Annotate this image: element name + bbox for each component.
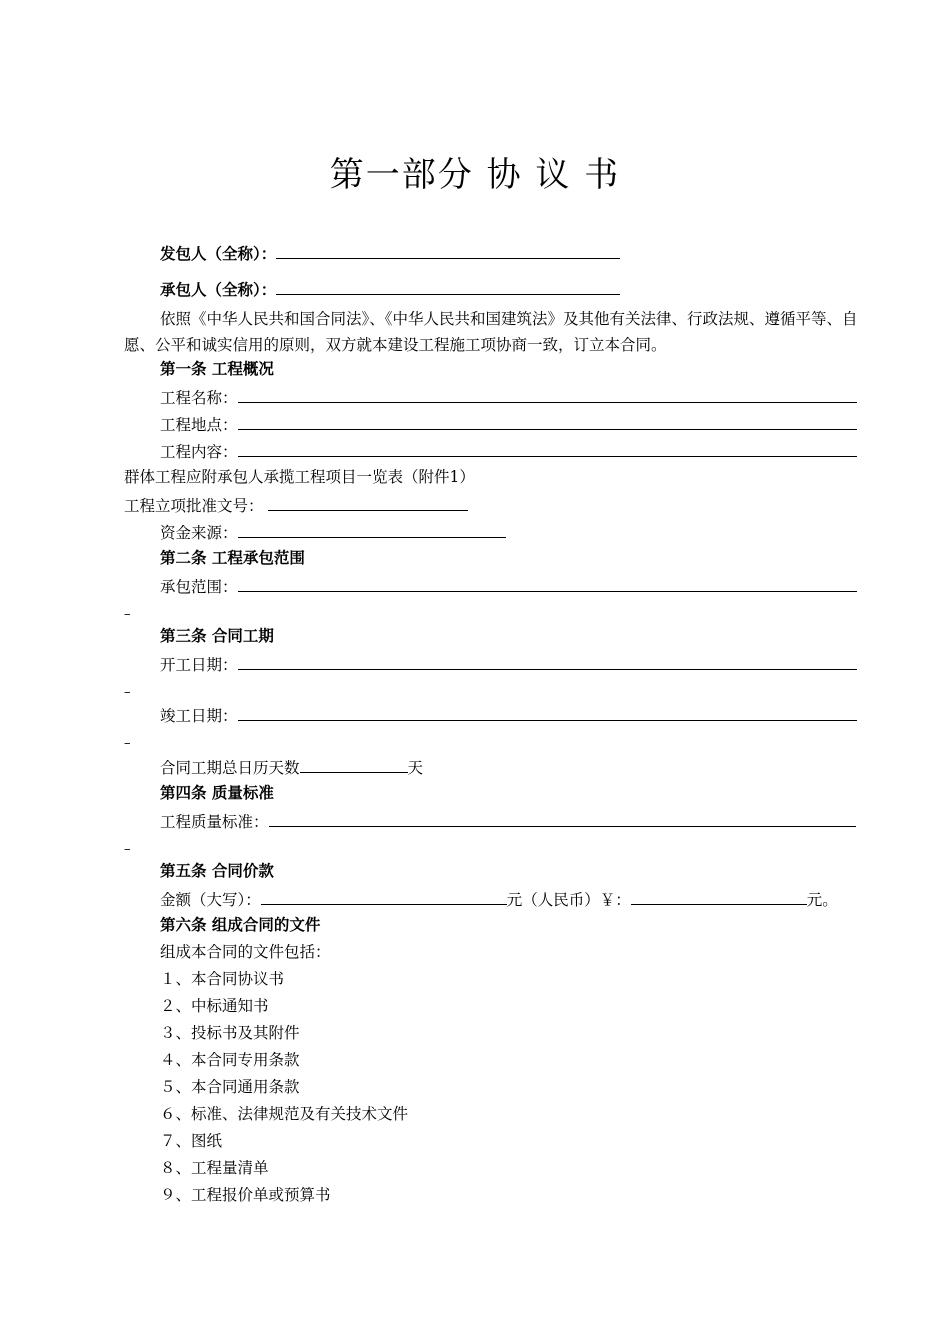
document-item: ９、工程报价单或预算书 xyxy=(160,1186,331,1204)
article3-heading: 第三条 合同工期 xyxy=(160,627,274,645)
approval-number-blank[interactable] xyxy=(268,494,468,511)
start-date-blank[interactable] xyxy=(238,653,857,670)
amount-words-blank[interactable] xyxy=(261,888,507,905)
yuan-end: 元。 xyxy=(806,891,838,909)
amount-figures-blank[interactable] xyxy=(631,888,807,905)
project-location-label: 工程地点： xyxy=(160,416,238,434)
approval-number-label: 工程立项批准文号： xyxy=(124,497,264,515)
dash-mark: – xyxy=(124,842,131,857)
employer-label: 发包人（全称）： xyxy=(160,245,277,263)
page-title: 第一部分 协 议 书 xyxy=(329,155,621,195)
article5-heading: 第五条 合同价款 xyxy=(160,862,274,880)
amount-row xyxy=(160,888,838,910)
group-project-note: 群体工程应附承包人承揽工程项目一览表（附件1） xyxy=(124,468,475,486)
document-item: ３、投标书及其附件 xyxy=(160,1024,300,1042)
days-unit: 天 xyxy=(407,759,424,777)
start-date-label: 开工日期： xyxy=(160,656,238,674)
document-item: ４、本合同专用条款 xyxy=(160,1051,300,1069)
dash-mark: – xyxy=(124,607,131,622)
document-item: ８、工程量清单 xyxy=(160,1159,269,1177)
article4-heading: 第四条 质量标准 xyxy=(160,784,274,802)
quality-label: 工程质量标准： xyxy=(160,813,269,831)
scope-label: 承包范围： xyxy=(160,578,238,596)
contractor-blank[interactable] xyxy=(276,278,620,295)
documents-intro: 组成本合同的文件包括： xyxy=(160,943,331,961)
article1-heading: 第一条 工程概况 xyxy=(160,360,274,378)
project-name-row xyxy=(160,386,857,408)
end-date-label: 竣工日期： xyxy=(160,707,238,725)
total-days-blank[interactable] xyxy=(300,756,408,773)
document-item: ５、本合同通用条款 xyxy=(160,1078,300,1096)
dash-mark: – xyxy=(124,685,131,700)
contractor-label: 承包人（全称）： xyxy=(160,281,277,299)
scope-row xyxy=(160,575,857,597)
project-content-blank[interactable] xyxy=(238,440,857,457)
rmb-label: 元（人民币）￥： xyxy=(506,891,631,909)
amount-label: 金额（大写）： xyxy=(160,891,261,909)
funding-source-blank[interactable] xyxy=(238,521,506,538)
project-name-blank[interactable] xyxy=(238,386,857,403)
quality-row xyxy=(160,810,856,832)
document-item: ２、中标通知书 xyxy=(160,997,269,1015)
project-content-label: 工程内容： xyxy=(160,443,238,461)
contractor-row xyxy=(160,278,620,300)
project-name-label: 工程名称： xyxy=(160,389,238,407)
approval-number-row xyxy=(124,494,468,516)
employer-blank[interactable] xyxy=(276,242,620,259)
article2-heading: 第二条 工程承包范围 xyxy=(160,549,305,567)
funding-source-row xyxy=(160,521,506,543)
employer-row xyxy=(160,242,620,264)
end-date-row xyxy=(160,704,857,726)
end-date-blank[interactable] xyxy=(238,704,857,721)
preamble-text: 依照《中华人民共和国合同法》、《中华人民共和国建筑法》及其他有关法律、行政法规、遵循平等、自愿、公平和诚实信用的原则，双方就本建设工程施工项协商一致，订立本合同。 xyxy=(124,310,858,354)
quality-blank[interactable] xyxy=(269,810,856,827)
project-location-blank[interactable] xyxy=(238,413,857,430)
document-item: ６、标准、法律规范及有关技术文件 xyxy=(160,1105,409,1123)
article6-heading: 第六条 组成合同的文件 xyxy=(160,916,321,934)
dash-mark: – xyxy=(124,736,131,751)
project-content-row xyxy=(160,440,857,462)
funding-source-label: 资金来源： xyxy=(160,524,238,542)
scope-blank[interactable] xyxy=(238,575,857,592)
project-location-row xyxy=(160,413,857,435)
total-days-row xyxy=(160,756,423,778)
document-item: １、本合同协议书 xyxy=(160,970,285,988)
total-days-label: 合同工期总日历天数 xyxy=(160,759,300,777)
document-item: ７、图纸 xyxy=(160,1132,223,1150)
start-date-row xyxy=(160,653,857,675)
